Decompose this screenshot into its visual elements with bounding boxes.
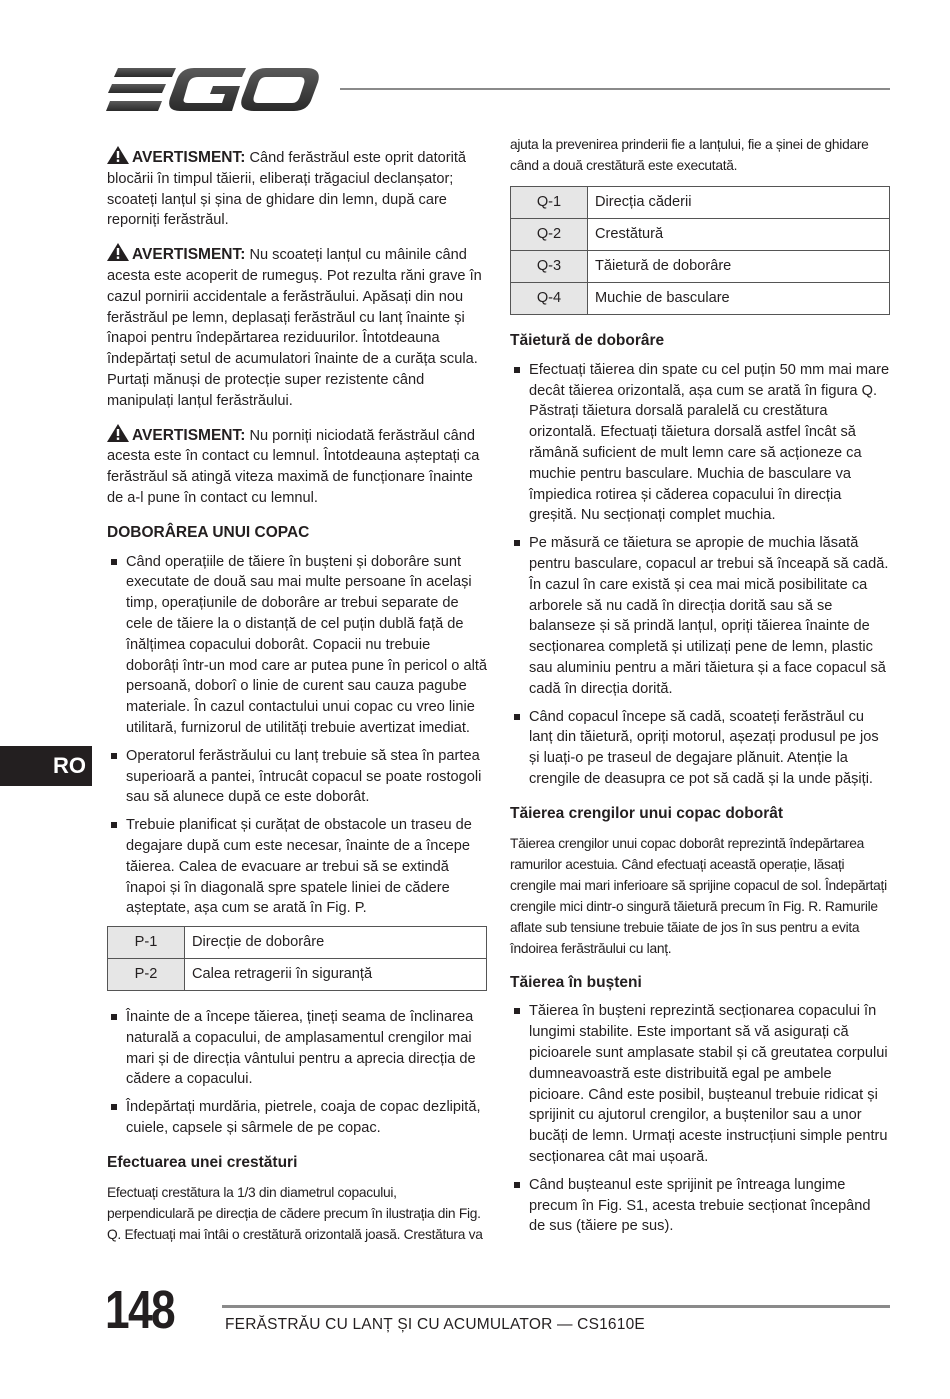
heading-limbing: Tăierea crengilor unui copac doborât bbox=[510, 804, 784, 822]
heading-felling: DOBORÂREA UNUI COPAC bbox=[107, 523, 310, 541]
bullet-icon bbox=[111, 1014, 117, 1020]
list-item bbox=[107, 1007, 487, 1090]
table-row bbox=[511, 283, 890, 315]
bullet-icon bbox=[514, 367, 520, 373]
bullet-icon bbox=[514, 1182, 520, 1188]
list-item-text: Când bușteanul este sprijinit pe întreaga lungime precum în Fig. S1, acesta trebuie secționat începând de sus (tăiere pe sus). bbox=[529, 1176, 871, 1235]
list-item-text: Efectuați tăierea din spate cu cel puțin 50 mm mai mare decât tăierea orizontală, așa cum se arată în figura Q. Păstrați tăietura dorsală paralelă cu crestătura orizontală. Efectuați tăietura dorsală astfel încât să rămână suficient de mult lemn care să acționeze ca muchie pentru basculare. Muchia de basculare va împiedica rotirea și căderea copacului în direcția greșită. Nu secționați complet muchia. bbox=[529, 361, 890, 524]
backcut-list bbox=[510, 360, 890, 790]
ego-logo bbox=[106, 64, 320, 116]
notch-text: Efectuați crestătura la 1/3 din diametrul copacului, perpendiculară pe direcția de cădere precum în ilustrația din Fig. Q. Efectuați mai întâi o crestătură orizontală joasă. Crestătura va bbox=[107, 1184, 483, 1242]
list-item bbox=[107, 1097, 487, 1139]
left-column bbox=[107, 146, 487, 1255]
warnings-block bbox=[107, 146, 487, 509]
language-tab bbox=[0, 746, 92, 786]
warning-icon bbox=[107, 424, 129, 442]
bullet-icon bbox=[514, 1008, 520, 1014]
list-item bbox=[510, 707, 890, 790]
table-key: Q-4 bbox=[511, 283, 588, 315]
list-item bbox=[107, 552, 487, 739]
bullet-icon bbox=[111, 1104, 117, 1110]
list-item bbox=[107, 815, 487, 919]
heading-backcut: Tăietură de doborâre bbox=[510, 332, 665, 349]
warning-paragraph bbox=[107, 424, 487, 509]
table-row bbox=[108, 959, 487, 991]
limbing-text: Tăierea crengilor unui copac doborât reprezintă îndepărtarea ramurilor acestuia. Când efectuați această operație, lăsați crengile mai mari inferioare să sprijine copacul de sol. Îndepărtați crengile mici dintr-o singură tăietură precum în Fig. R. Ramurile aflate sub tensiune trebuie tăiate de jos în sus pentru a evita îndoirea ferăstrăului cu lanț. bbox=[510, 835, 887, 956]
list-item-text: Operatorul ferăstrăului cu lanț trebuie să stea în partea superioară a pantei, întrucât copacul se poate rostogoli sau să alunece după ce este doborât. bbox=[126, 747, 482, 806]
list-item bbox=[510, 533, 890, 699]
heading-notch: Efectuarea unei crestături bbox=[107, 1153, 298, 1171]
table-row bbox=[108, 927, 487, 959]
table-key: Q-3 bbox=[511, 251, 588, 283]
footer-title: FERĂSTRĂU CU LANȚ ȘI CU ACUMULATOR — CS1610E bbox=[225, 1316, 645, 1333]
warning-label: AVERTISMENT: bbox=[132, 149, 246, 166]
list-item bbox=[510, 1001, 890, 1167]
bullet-icon bbox=[111, 559, 117, 565]
warning-text: Când ferăstrăul este oprit datorită blocării în timpul tăierii, eliberați trăgaciul declanșator; scoateți lanțul și șina de ghidare din lemn, după care reporniți ferăstrăul. bbox=[107, 150, 467, 229]
table-value: Calea retragerii în siguranță bbox=[185, 959, 487, 991]
table-value: Direcția căderii bbox=[588, 187, 890, 219]
warning-paragraph bbox=[107, 243, 487, 411]
bullet-icon bbox=[514, 714, 520, 720]
list-item-text: Tăierea în bușteni reprezintă secționarea copacului în lungimi stabilite. Este important să vă asigurați că picioarele sunt amplasate stabil și că greutatea corpului dumneavoastră este distribuită egal pe ambele picioare. Când este posibil, bușteanul trebuie ridicat și sprijinit cu ajutorul crengilor, a buștenilor sau a unor bucăți de lemn. Urmați aceste instrucțiuni simple pentru secționarea cât mai ușoară. bbox=[529, 1003, 888, 1165]
list-item bbox=[510, 360, 890, 526]
list-item-text: Îndepărtați murdăria, pietrele, coaja de copac dezlipită, cuiele, capsele și sârmele de pe copac. bbox=[126, 1099, 481, 1137]
right-column bbox=[510, 134, 890, 1244]
warning-paragraph bbox=[107, 146, 487, 231]
table-row bbox=[511, 219, 890, 251]
prep-list bbox=[107, 1007, 487, 1139]
list-item bbox=[510, 1175, 890, 1237]
table-value: Tăietură de doborâre bbox=[588, 251, 890, 283]
warning-icon bbox=[107, 146, 129, 164]
bullet-icon bbox=[514, 540, 520, 546]
table-value: Muchie de basculare bbox=[588, 283, 890, 315]
heading-bucking: Tăierea în bușteni bbox=[510, 973, 642, 991]
list-item-text: Când operațiile de tăiere în bușteni și doborâre sunt executate de două sau mai multe persoane în același timp, operațiunile de doborâre ar trebui separate de cele de tăiere la o distanță de cel puțin dublă față de înălțimea copacului doborât. Copacii nu trebuie doborâți într-un mod care ar putea pune în pericol o altă persoană, doborî o linie de curent sau cauza pagube materiale. În cazul contactului unui copac cu vreo linie utilitară, furnizorul de utilități trebuie avertizat imediat. bbox=[126, 553, 488, 736]
table-value: Crestătură bbox=[588, 219, 890, 251]
bucking-list bbox=[510, 1001, 890, 1237]
table-key: Q-2 bbox=[511, 219, 588, 251]
footer-rule bbox=[222, 1305, 890, 1308]
table-value: Direcție de doborâre bbox=[185, 927, 487, 959]
list-item bbox=[107, 746, 487, 808]
list-item-text: Când copacul începe să cadă, scoateți ferăstrăul cu lanț din tăietură, opriți motorul, așezați produsul pe jos și luați-o pe traseul de degajare plănuit. Atenție la crengile de deasupra ce pot să cadă și la unde pășiți. bbox=[529, 708, 879, 787]
table-row bbox=[511, 187, 890, 219]
list-item-text: Trebuie planificat și curățat de obstacole un traseu de degajare după cum este necesar, înainte de a începe tăierea. Calea de evacuare ar trebui să se extindă înapoi și în diagonală spre spatele liniei de cădere așteptate, așa cum se arată în Fig. P. bbox=[126, 817, 472, 917]
felling-list bbox=[107, 552, 487, 920]
header-rule bbox=[340, 88, 890, 90]
list-item-text: Pe măsură ce tăietura se apropie de muchia lăsată pentru basculare, copacul ar trebui să înceapă să cadă. În cazul în care există și cea mai mică posibilitate ca arborele să nu cadă în direcția dorită sau să se balanseze și să prindă lanțul, opriți tăierea înainte de secționarea completă și utilizați pene de lemn, plastic sau aluminiu pentru a mări tăietura și a face copacul să cadă în direcția dorită. bbox=[529, 535, 889, 697]
bullet-icon bbox=[111, 753, 117, 759]
bullet-icon bbox=[111, 822, 117, 828]
warning-text: Nu scoateți lanțul cu mâinile când acesta este acoperit de rumeguș. Pot rezulta răni grave în cazul pornirii accidentale a ferăstrăului. Apăsați din nou ferăstrăul pe lemn, deplasați ferăstrăul cu lanț înainte și înapoi pentru îndepărtarea reziduurilor. Întotdeauna îndepărtați setul de acumulatori înainte de a curăța scula. Purtați mănuși de protecție super rezistente când manipulați lanțul ferăstrăului. bbox=[107, 247, 482, 409]
page-number: 148 bbox=[105, 1280, 174, 1340]
warning-label: AVERTISMENT: bbox=[132, 246, 246, 264]
notch-continuation: ajuta la prevenirea prinderii fie a lanțului, fie a șinei de ghidare când a două crestătură este executată. bbox=[510, 137, 869, 173]
table-key: P-1 bbox=[108, 927, 185, 959]
warning-label: AVERTISMENT: bbox=[132, 426, 246, 444]
table-p bbox=[107, 926, 487, 991]
warning-text: Nu porniți niciodată ferăstrăul când acesta este în contact cu lemnul. Întotdeauna așteptați ca ferăstrăul să atingă viteza maximă de funcționare înainte de a-l pune în contact cu lemnul. bbox=[107, 427, 480, 506]
table-key: Q-1 bbox=[511, 187, 588, 219]
table-key: P-2 bbox=[108, 959, 185, 991]
list-item-text: Înainte de a începe tăierea, țineți seama de înclinarea naturală a copacului, de amplasamentul crengilor mai mari și de direcția vântului pentru a aprecia direcția de cădere a copacului. bbox=[126, 1009, 476, 1088]
language-tab-label: RO bbox=[53, 753, 86, 778]
table-q bbox=[510, 186, 890, 315]
warning-icon bbox=[107, 243, 129, 261]
table-row bbox=[511, 251, 890, 283]
